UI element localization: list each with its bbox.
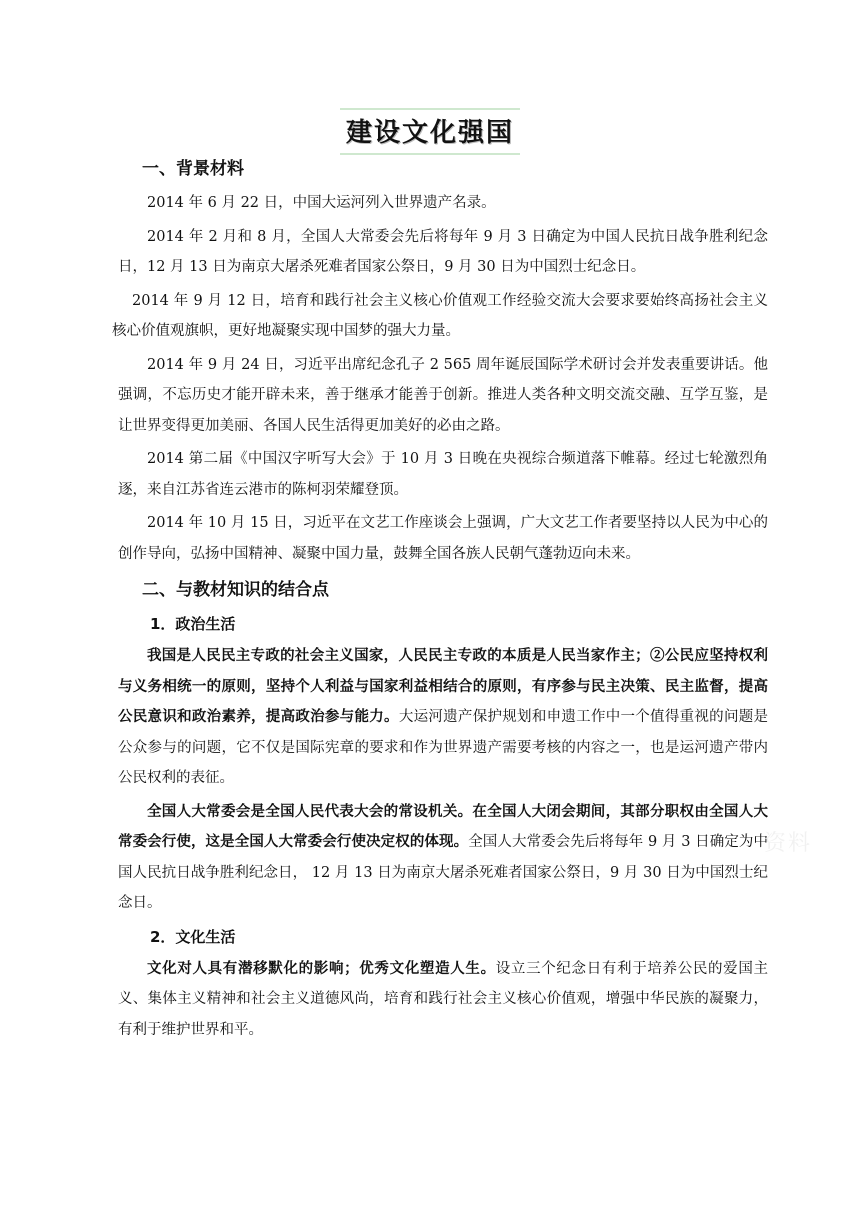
- background-paragraph-3: 2014 年 9 月 12 日，培育和践行社会主义核心价值观工作经验交流大会要求要始终高扬社会主义核心价值观旗帜，更好地凝聚实现中国梦的强大力量。: [112, 292, 768, 339]
- background-paragraph-5: 2014 第二届《中国汉字听写大会》于 10 月 3 日晚在央视综合频道落下帷幕。经过七轮激烈角逐，来自江苏省连云港市的陈柯羽荣耀登顶。: [118, 451, 768, 498]
- page-title: 建设文化强国: [340, 108, 520, 155]
- watermark: 资料: [764, 831, 813, 856]
- background-paragraph-4: 2014 年 9 月 24 日，习近平出席纪念孔子 2 565 周年诞辰国际学术研讨会并发表重要讲话。他强调，不忘历史才能开辟未来，善于继承才能善于创新。推进人类各种文明交流交融、互学互鉴，是让世界变得更加美丽、各国人民生活得更加美好的必由之路。: [118, 356, 768, 434]
- section-heading-textbook: 二、与教材知识的结合点: [142, 580, 329, 600]
- politics-paragraph-1-text: 大运河遗产保护规划和申遗工作中一个值得重视的问题是公众参与的问题，它不仅是国际宪章的要求和作为世界遗产需要考核的内容之一，也是运河遗产带内公民权利的表征。: [118, 709, 769, 786]
- culture-paragraph-1-bold: 文化对人具有潜移默化的影响；优秀文化塑造人生。: [147, 959, 496, 977]
- culture-paragraph-1: [118, 954, 768, 1046]
- section-heading-background: 一、背景材料: [142, 159, 244, 179]
- subheading-politics: 1．政治生活: [150, 615, 236, 633]
- background-paragraph-2: 2014 年 2 月和 8 月，全国人大常委会先后将每年 9 月 3 日确定为中国人民抗日战争胜利纪念日，12 月 13 日为南京大屠杀死难者国家公祭日，9 月 30 日为中国烈士纪念日。: [118, 228, 768, 275]
- background-paragraph-1: 2014 年 6 月 22 日，中国大运河列入世界遗产名录。: [147, 195, 496, 211]
- politics-paragraph-2-text: 全国人大常委会先后将每年 9 月 3 日确定为中国人民抗日战争胜利纪念日， 12 月 13 日为南京大屠杀死难者国家公祭日，9 月 30 日为中国烈士纪念日。: [118, 834, 769, 911]
- politics-paragraph-1: [118, 641, 768, 794]
- politics-paragraph-1-bold: 我国是人民民主专政的社会主义国家，人民民主专政的本质是人民当家作主；②公民应坚持权利与义务相统一的原则，坚持个人利益与国家利益相结合的原则，有序参与民主决策、民主监督，提高公民意识和政治素养，提高政治参与能力。: [118, 647, 768, 725]
- politics-paragraph-2: [118, 797, 768, 919]
- culture-paragraph-1-text: 设立三个纪念日有利于培养公民的爱国主义、集体主义精神和社会主义道德风尚，培育和践行社会主义核心价值观，增强中华民族的凝聚力，有利于维护世界和平。: [118, 960, 769, 1038]
- subheading-culture: 2．文化生活: [150, 927, 236, 946]
- politics-paragraph-2-bold: 全国人大常委会是全国人民代表大会的常设机关。在全国人大闭会期间，其部分职权由全国人大常委会行使，这是全国人大常委会行使决定权的体现。: [118, 802, 768, 850]
- background-paragraph-6: 2014 年 10 月 15 日，习近平在文艺工作座谈会上强调，广大文艺工作者要坚持以人民为中心的创作导向，弘扬中国精神、凝聚中国力量，鼓舞全国各族人民朝气蓬勃迈向未来。: [118, 515, 768, 562]
- document-body: [112, 148, 769, 1048]
